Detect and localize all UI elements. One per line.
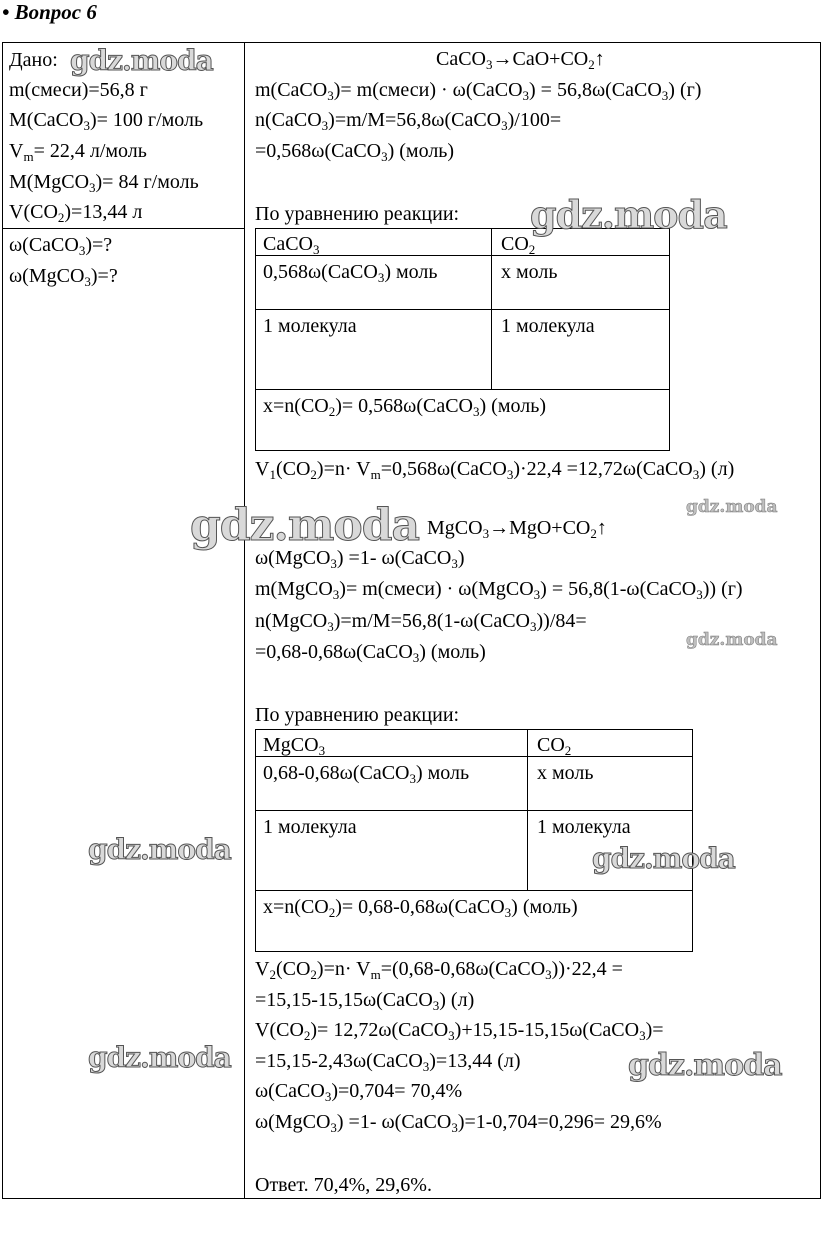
find-line: ω(MgCO$_3$)=? — [9, 265, 118, 289]
solution-line: $V_1(CO_2)=n\cdot$ $V_m=0,568\omega(CaCO_3)\cdot 22,4$ =12,72ω(CaCO$_3$) (л) — [255, 458, 735, 482]
given-label: Дано: — [9, 49, 58, 71]
solution-line: ω(CaCO$_3$)=0,704= 70,4% — [255, 1080, 463, 1104]
watermark: gdz.moda — [686, 630, 778, 650]
solution-line: =0,568ω(CaCO$_3$) (моль) — [255, 140, 455, 164]
watermark: gdz.moda — [592, 842, 735, 875]
table-header: MgCO$_3$ — [263, 734, 326, 758]
solution-line: m(CaCO$_3$)= m(смеси) · ω(CaCO$_3$) = 56,8ω(CaCO$_3$) (г) — [255, 79, 702, 103]
equation-label: По уравнению реакции: — [255, 704, 460, 726]
find-line: ω(CaCO$_3$)=? — [9, 234, 113, 258]
solution-line: n(CaCO$_3$)=m/M=56,8ω(CaCO$_3$)/100= — [255, 109, 562, 133]
reaction-equation: $CaCO_3\to CaO+CO_2↑$ — [436, 48, 605, 72]
solution-line: $V_2(CO_2)=n\cdot$ $V_m=(0,68-0,68\omega(CaCO_3))\cdot 22,4$ = — [255, 958, 623, 982]
table-result: $x=n(CO_2)=$ 0,568ω(CaCO$_3$) (моль) — [263, 395, 546, 419]
solution-line: =15,15-15,15ω(CaCO$_3$) (л) — [255, 989, 475, 1013]
solution-line: =15,15-2,43ω(CaCO$_3$)=13,44 (л) — [255, 1050, 521, 1074]
watermark: gdz.moda — [530, 192, 727, 237]
table-cell: 1 молекула — [263, 816, 357, 838]
watermark: gdz.moda — [70, 44, 213, 77]
table-cell: 1 молекула — [501, 315, 595, 337]
table-cell: 1 молекула — [537, 816, 631, 838]
watermark: gdz.moda — [190, 500, 420, 551]
watermark: gdz.moda — [88, 833, 231, 866]
solution-line: ω(MgCO$_3$) =1- ω(CaCO$_3$)=1-0,704=0,296= 29,6% — [255, 1111, 662, 1135]
solution-line: $V(CO_2)=$ 12,72ω(CaCO$_3$)+15,15-15,15ω(CaCO$_3$)= — [255, 1019, 664, 1043]
table-header: CaCO$_3$ — [263, 233, 320, 257]
table-cell: 1 молекула — [263, 315, 357, 337]
given-find-divider — [2, 228, 245, 229]
table-result: $x=n(CO_2)=$ 0,68-0,68ω(CaCO$_3$) (моль) — [263, 896, 578, 920]
watermark: gdz.moda — [628, 1048, 782, 1083]
given-line: M(MgCO$_3$)= 84 г/моль — [9, 171, 199, 195]
watermark: gdz.moda — [686, 497, 778, 517]
solution-line: ω(MgCO$_3$) =1- ω(CaCO$_3$) — [255, 547, 465, 571]
solution-line: n(MgCO$_3$)=m/M=56,8(1-ω(CaCO$_3$))/84= — [255, 610, 587, 634]
solution-line: m(MgCO$_3$)= m(смеси) · ω(MgCO$_3$) = 56,8(1-ω(CaCO$_3$)) (г) — [255, 578, 743, 602]
table-header: $CO_2$ — [537, 734, 572, 758]
reaction-equation: $MgCO_3\to MgO+CO_2↑$ — [427, 517, 607, 541]
table-cell: x моль — [501, 261, 558, 283]
table-cell: 0,568ω(CaCO$_3$) моль — [263, 261, 438, 285]
given-line: $V(CO_2)=13,44$ л — [9, 201, 143, 225]
column-divider — [244, 42, 245, 1199]
watermark: gdz.moda — [88, 1041, 231, 1074]
given-line: M(CaCO$_3$)= 100 г/моль — [9, 109, 204, 133]
answer-line: Ответ. 70,4%, 29,6%. — [255, 1174, 432, 1196]
table-cell: 0,68-0,68ω(CaCO$_3$) моль — [263, 762, 470, 786]
table-header: $CO_2$ — [501, 233, 536, 257]
table-cell: x моль — [537, 762, 594, 784]
question-title: • Вопрос 6 — [2, 0, 97, 24]
given-line: m(смеси)=56,8 г — [9, 79, 148, 101]
given-line: $V_m= 22,4$ л/моль — [9, 140, 147, 164]
solution-line: =0,68-0,68ω(CaCO$_3$) (моль) — [255, 641, 486, 665]
equation-label: По уравнению реакции: — [255, 203, 460, 225]
